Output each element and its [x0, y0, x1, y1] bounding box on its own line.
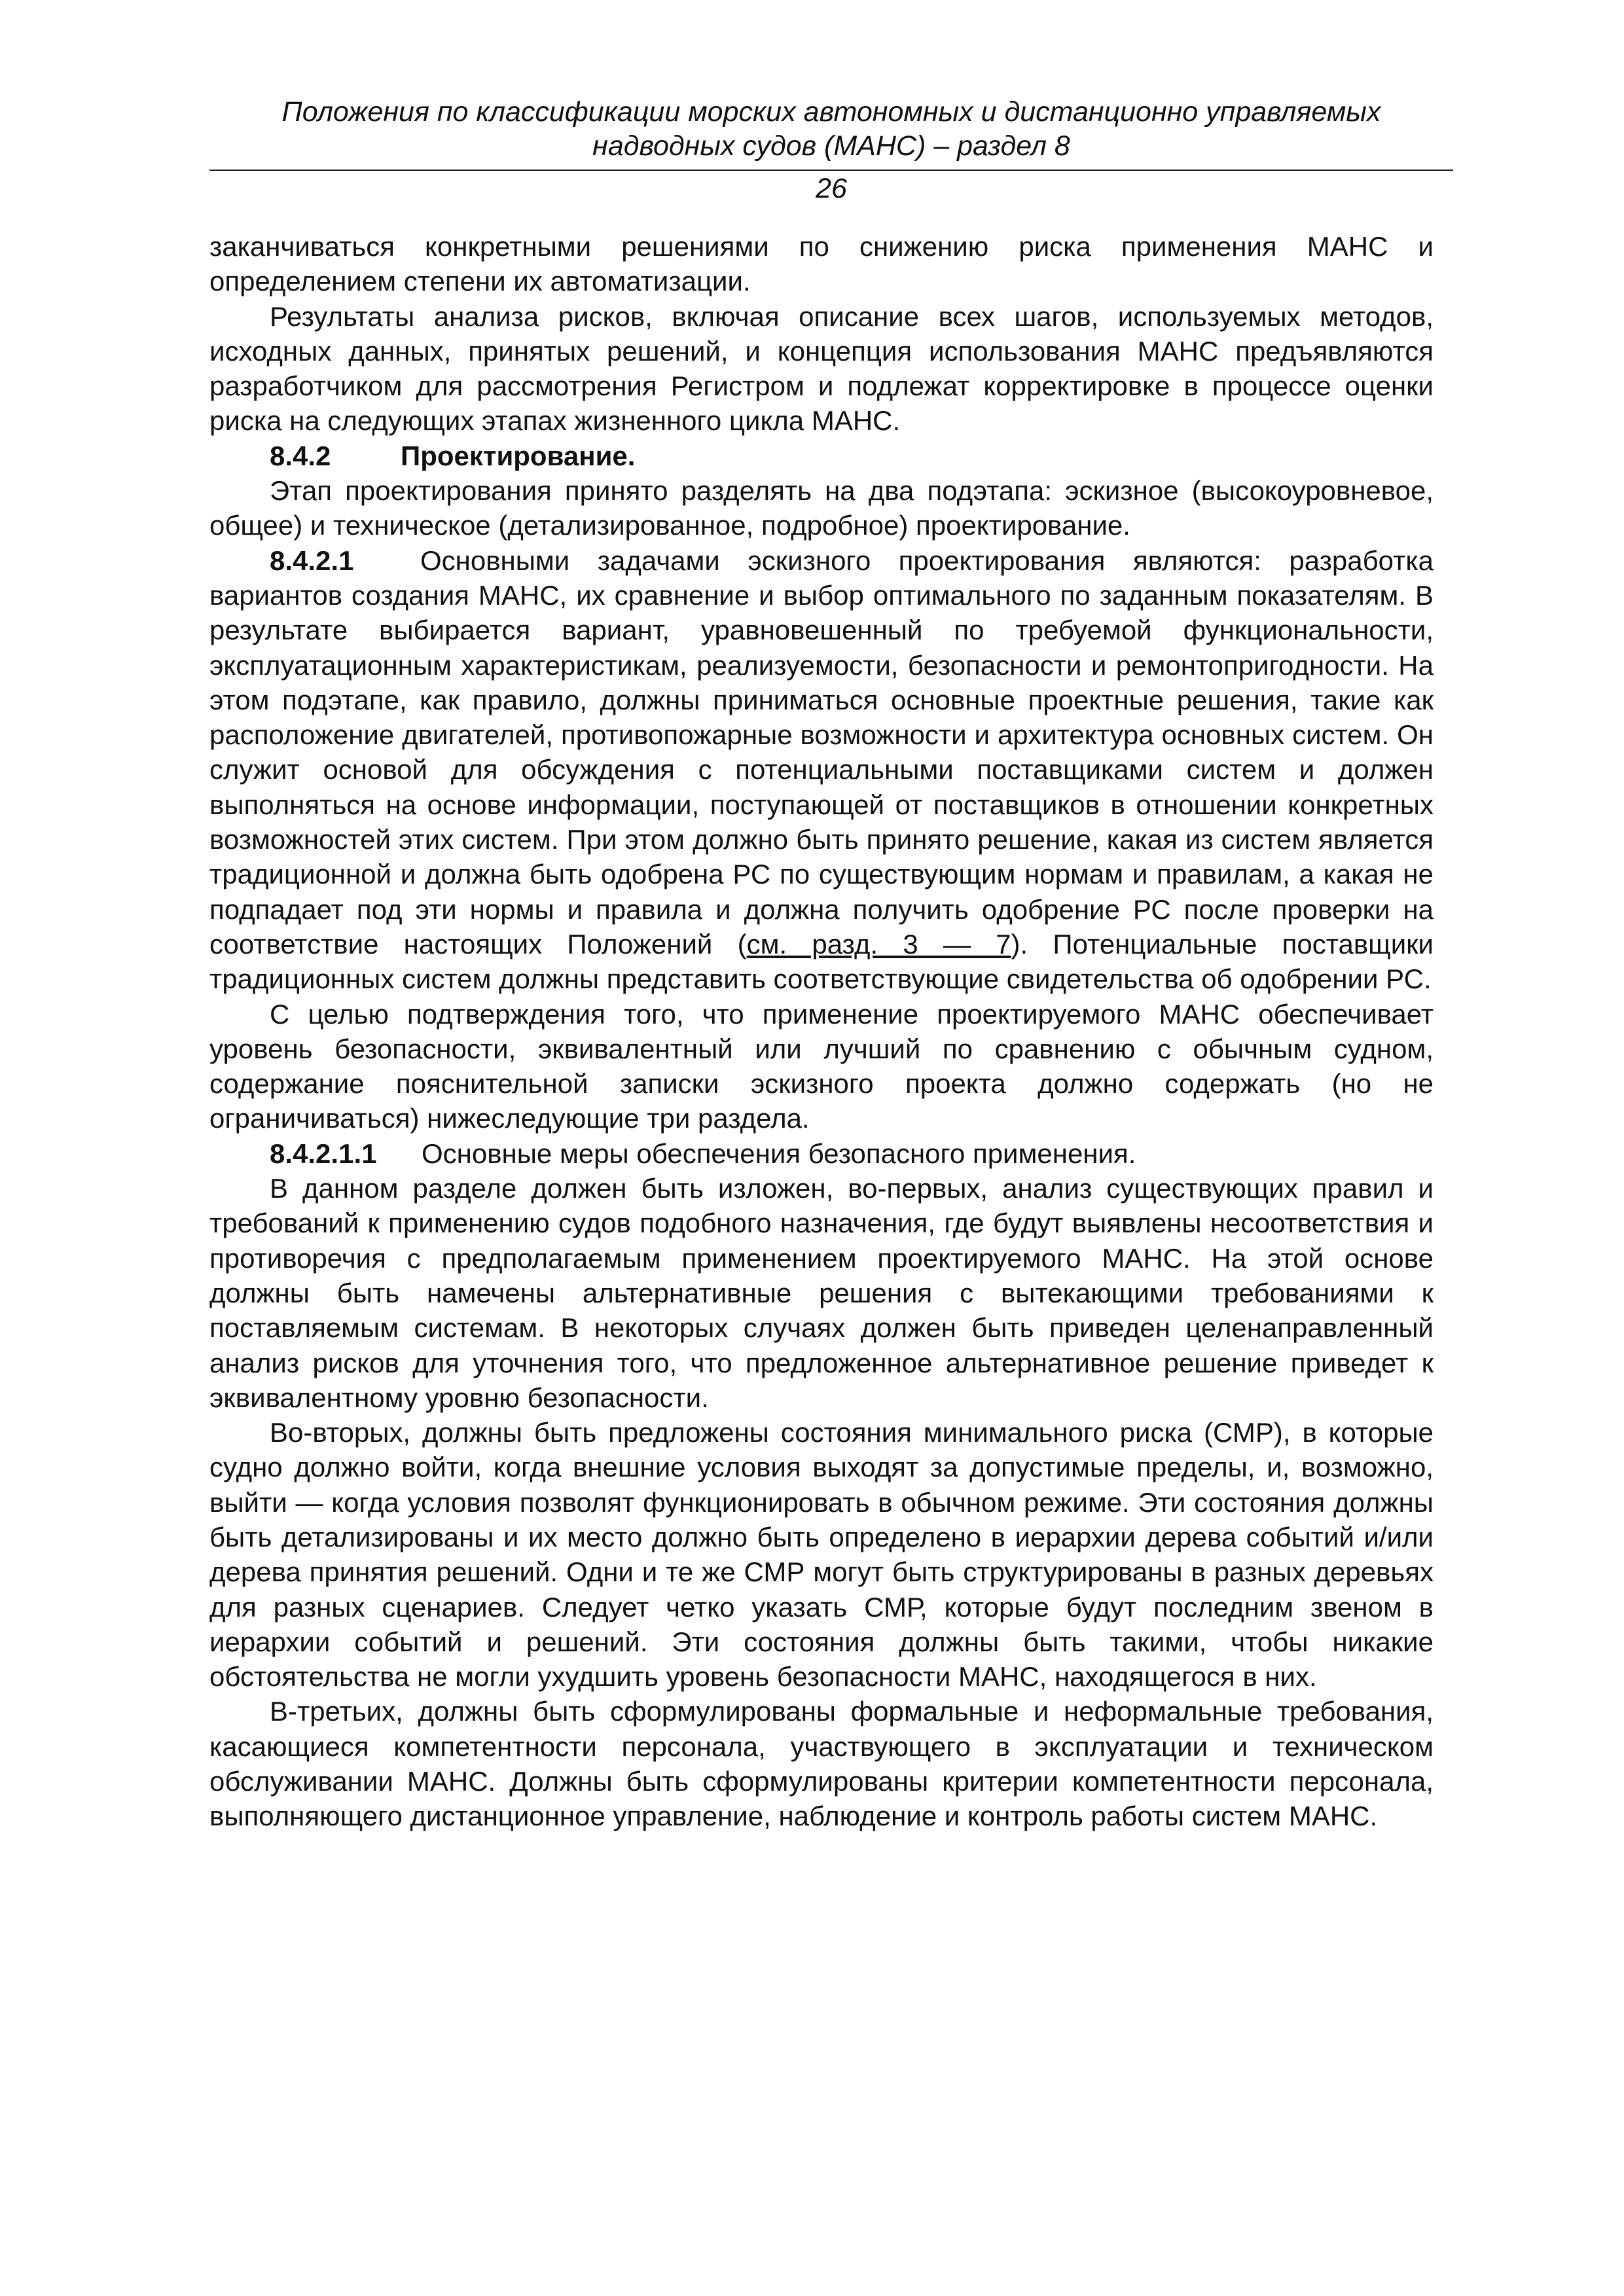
header-rule — [209, 170, 1453, 171]
header-title-line-2: надводных судов (МАНС) – раздел 8 — [592, 130, 1070, 162]
paragraph-design-stages: Этап проектирования принято разделять на два подэтапа: эскизное (высокоуровневое, общее) и техническое (детализированное, подробное) проектирование. — [209, 475, 1434, 541]
section-number: 8.4.2 — [270, 440, 331, 471]
clause-title: Основные меры обеспечения безопасного применения. — [422, 1138, 1136, 1169]
paragraph-first-rules-analysis: В данном разделе должен быть изложен, во-первых, анализ существующих правил и требований к применению судов подобного назначения, где будут выявлены несоответствия и противоречия с предполагаемым применением проектируемого МАНС. На этой основе должны быть намечены альтернативные решения с вытекающими требованиями к поставляемым системам. В некоторых случаях должен быть приведен целенаправленный анализ рисков для уточнения того, что предложенное альтернативное решение приведет к эквивалентному уровню безопасности. — [209, 1173, 1434, 1413]
paragraph-explanatory-note: С целью подтверждения того, что применение проектируемого МАНС обеспечивает уровень безопасности, эквивалентный или лучший по сравнению с обычным судном, содержание пояснительной записки эскизного проекта должно содержать (но не ограничиваться) нижеследующие три раздела. — [209, 998, 1434, 1134]
clause-text-before-ref: Основными задачами эскизного проектирования являются: разработка вариантов создания МАНС, их сравнение и выбор оптимального по заданным показателям. В результате выбирается вариант, уравновешенный по требуемой функциональности, эксплуатационным характеристикам, реализуемости, безопасности и ремонтопригодности. На этом подэтапе, как правило, должны приниматься основные проектные решения, такие как расположение двигателей, противопожарные возможности и архитектура основных систем. Он служит основой для обсуждения с потенциальными поставщиками систем и должен выполняться на основе информации, поступающей от поставщиков в отношении конкретных возможностей этих систем. При этом должно быть принято решение, какая из систем является традиционной и должна быть одобрена РС по существующим нормам и правилам, а какая не подпадает под эти нормы и правила и должна получить одобрение РС после проверки на соответствие настоящих Положений ( — [209, 545, 1434, 960]
paragraph-continuation: заканчиваться конкретными решениями по снижению риска применения МАНС и определением степени их автоматизации. — [209, 231, 1434, 297]
page-number: 26 — [816, 173, 847, 204]
running-header — [209, 95, 1453, 163]
section-heading-8-4-2 — [209, 439, 1434, 473]
clause-number: 8.4.2.1 — [270, 545, 354, 576]
section-title: Проектирование. — [401, 440, 636, 471]
paragraph-second-minimal-risk-states: Во-вторых, должны быть предложены состояния минимального риска (СМР), в которые судно должно войти, когда внешние условия выходят за допустимые пределы, и, возможно, выйти — когда условия позволят функционировать в обычном режиме. Эти состояния должны быть детализированы и их место должно быть определено в иерархии дерева событий и/или дерева принятия решений. Одни и те же СМР могут быть структурированы в разных деревьях для разных сценариев. Следует четко указать СМР, которые будут последним звеном в иерархии событий и решений. Эти состояния должны быть такими, чтобы никакие обстоятельства не могли ухудшить уровень безопасности МАНС, находящегося в них. — [209, 1417, 1434, 1693]
header-title-line-1: Положения по классификации морских автономных и дистанционно управляемых — [281, 96, 1381, 128]
section-reference-link[interactable]: см. разд. 3 — 7 — [746, 928, 1011, 960]
clause-text-after-ref: ). Потенциальные поставщики традиционных систем должны представить соответствующие свидетельства об одобрении РС. — [209, 928, 1434, 995]
clause-8-4-2-1 — [209, 543, 1434, 997]
clause-number: 8.4.2.1.1 — [270, 1138, 377, 1169]
document-body — [209, 229, 1434, 1834]
paragraph-risk-analysis-results: Результаты анализа рисков, включая описание всех шагов, используемых методов, исходных данных, принятых решений, и концепция использования МАНС предъявляются разработчиком для рассмотрения Регистром и подлежат корректировке в процессе оценки риска на следующих этапах жизненного цикла МАНС. — [209, 300, 1434, 437]
clause-8-4-2-1-1 — [209, 1136, 1434, 1171]
paragraph-third-personnel-competence: В-третьих, должны быть сформулированы формальные и неформальные требования, касающиеся компетентности персонала, участвующего в эксплуатации и техническом обслуживании МАНС. Должны быть сформулированы критерии компетентности персонала, выполняющего дистанционное управление, наблюдение и контроль работы систем МАНС. — [209, 1696, 1434, 1832]
